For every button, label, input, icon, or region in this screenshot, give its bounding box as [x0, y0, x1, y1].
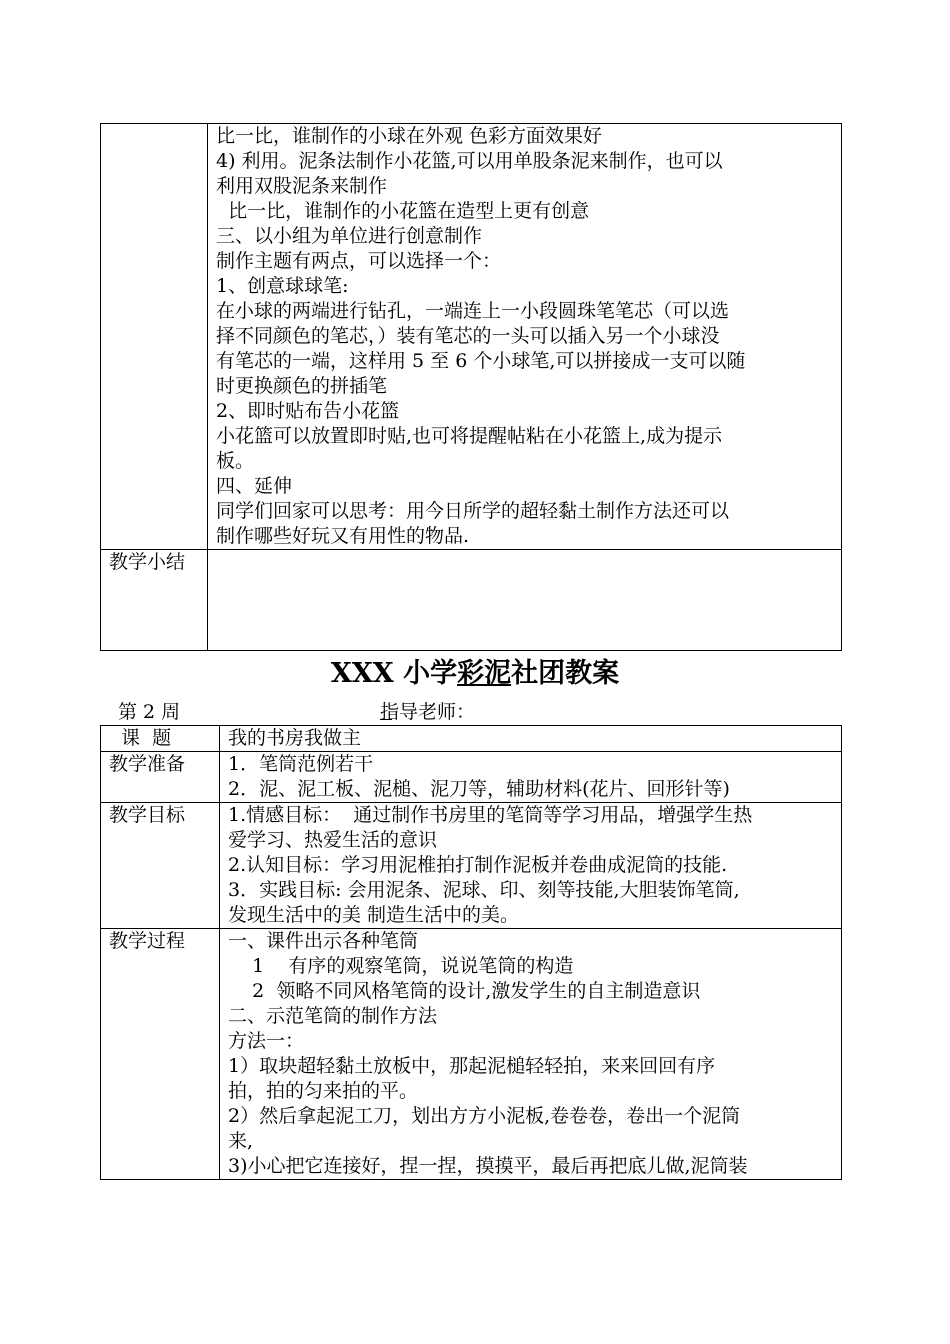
text-line: 比一比，谁制作的小球在外观 色彩方面效果好: [216, 125, 603, 147]
process-label: 教学过程: [101, 929, 220, 1180]
table-row: [101, 726, 842, 752]
text-line: 1）取块超轻黏土放板中，那起泥槌轻轻拍，来来回回有序: [228, 1055, 716, 1077]
text-line: 制作主题有两点，可以选择一个：: [216, 250, 502, 272]
topic-label-text: 课 题: [121, 727, 172, 749]
table-row: [101, 929, 842, 1180]
text-line: 同学们回家可以思考：用今日所学的超轻黏土制作方法还可以: [216, 500, 730, 522]
table-row: [101, 550, 842, 651]
page-title: [0, 655, 950, 693]
text-line: 比一比，谁制作的小花篮在造型上更有创意: [216, 200, 590, 222]
text-line: 2、即时贴布告小花篮: [216, 400, 400, 422]
text-line: 拍，拍的匀来拍的平。: [228, 1080, 419, 1102]
text-line: 方法一：: [228, 1030, 305, 1052]
goal-content-cell: [220, 803, 842, 929]
text-line: 1、创意球球笔:: [216, 275, 349, 297]
summary-value: [208, 550, 842, 651]
text-line: 发现生活中的美 制造生活中的美。: [228, 904, 520, 926]
topic-label: [101, 726, 220, 752]
teacher-label-text: 指导老师：: [380, 701, 476, 723]
table-row: [101, 752, 842, 803]
title-underlined: 彩泥: [457, 658, 512, 689]
text-line: 在小球的两端进行钻孔，一端连上一小段圆珠笔笔芯（可以选: [216, 300, 730, 322]
text-line: 2 领略不同风格笔筒的设计,激发学生的自主制造意识: [228, 980, 701, 1002]
text-line: 小花篮可以放置即时贴,也可将提醒帖粘在小花篮上,成为提示: [216, 425, 723, 447]
topic-value: 我的书房我做主: [220, 726, 842, 752]
text-line: 3．实践目标: 会用泥条、泥球、印、刻等技能,大胆装饰笔筒,: [228, 879, 740, 901]
text-line: 2.认知目标：学习用泥椎拍打制作泥板并卷曲成泥筒的技能.: [228, 854, 728, 876]
lesson-table-week1-continued: [100, 123, 842, 651]
text-line: 1.情感目标： 通过制作书房里的笔筒等学习用品，增强学生热: [228, 804, 753, 826]
text-line: 二、示范笔筒的制作方法: [228, 1005, 438, 1027]
process-content-cell: [208, 124, 842, 550]
text-line: 三、以小组为单位进行创意制作: [216, 225, 483, 247]
table-row: [101, 803, 842, 929]
process-content-cell: [220, 929, 842, 1180]
text-line: 3)小心把它连接好，捏一捏，摸摸平，最后再把底儿做,泥筒装: [228, 1155, 748, 1177]
week-label: 第 2 周: [118, 701, 181, 723]
text-line: 利用双股泥条来制作: [216, 175, 388, 197]
text-line: 2．泥、泥工板、泥槌、泥刀等，辅助材料(花片、回形针等): [228, 778, 730, 800]
process-label-cell: [101, 124, 208, 550]
text-line: 有笔芯的一端，这样用 5 至 6 个小球笔,可以拼接成一支可以随: [216, 350, 746, 372]
text-line: 择不同颜色的笔芯，）装有笔芯的一头可以插入另一个小球没: [216, 325, 720, 347]
table-row: [101, 124, 842, 550]
goal-label: 教学目标: [101, 803, 220, 929]
text-line: 4) 利用。泥条法制作小花篮,可以用单股条泥来制作，也可以: [216, 150, 723, 172]
lesson-table-week2: [100, 725, 842, 1180]
title-suffix: 社团教案: [511, 658, 620, 689]
title-prefix: XXX 小学: [330, 658, 458, 689]
text-line: 时更换颜色的拼插笔: [216, 375, 388, 397]
text-line: 四、延伸: [216, 475, 293, 497]
prep-label: 教学准备: [101, 752, 220, 803]
text-line: 一、课件出示各种笔筒: [228, 930, 419, 952]
text-line: 1．笔筒范例若干: [228, 753, 374, 775]
text-line: 2）然后拿起泥工刀，划出方方小泥板,卷卷卷，卷出一个泥筒: [228, 1105, 741, 1127]
summary-label: 教学小结: [101, 550, 208, 651]
text-line: 1 有序的观察笔筒，说说笔筒的构造: [228, 955, 574, 977]
prep-content-cell: [220, 752, 842, 803]
text-line: 来,: [228, 1130, 254, 1152]
text-line: 爱学习、热爱生活的意识: [228, 829, 438, 851]
text-line: 制作哪些好玩又有用性的物品.: [216, 525, 470, 547]
text-line: 板。: [216, 450, 255, 472]
teacher-label: [380, 700, 476, 724]
